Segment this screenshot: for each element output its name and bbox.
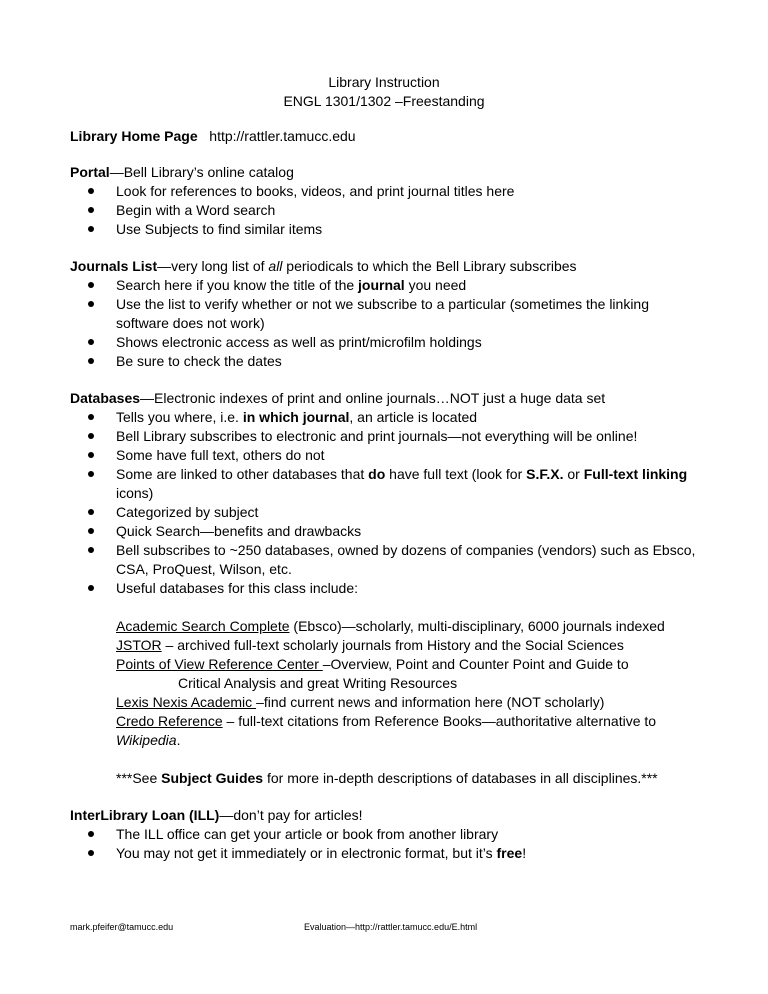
bullet-icon (88, 850, 94, 856)
wikipedia-text: Wikipedia (116, 732, 177, 748)
db-link-jstor[interactable]: JSTOR (116, 637, 162, 653)
bullet-icon (88, 414, 94, 420)
homepage-url[interactable]: http://rattler.tamucc.edu (209, 128, 356, 144)
list-item-text: , an article is located (349, 409, 478, 425)
journals-heading: Journals List (70, 258, 158, 274)
db-entry-points-of-view (116, 655, 629, 674)
full-text-linking-label: Full-text linking (583, 466, 688, 482)
bullet-icon (88, 339, 94, 345)
bullet-icon (88, 585, 94, 591)
bullet-icon (88, 282, 94, 288)
journals-desc: —very long list of (157, 258, 269, 274)
bullet-icon (88, 226, 94, 232)
db-link-credo[interactable]: Credo Reference (116, 713, 223, 729)
bullet-icon (88, 509, 94, 515)
list-item: Bell Library subscribes to electronic and print journals—not everything will be online! (116, 428, 638, 444)
list-item-text: ! (522, 845, 527, 861)
bullet-icon (88, 207, 94, 213)
db-link-lexis-nexis[interactable]: Lexis Nexis Academic (116, 694, 257, 710)
note-text: ***See (116, 770, 162, 786)
bullet-icon (88, 433, 94, 439)
databases-heading: Databases (70, 390, 141, 406)
bullet-icon (88, 301, 94, 307)
list-item-text: or (563, 466, 584, 482)
list-item-continued: CSA, ProQuest, Wilson, etc. (116, 561, 292, 577)
portal-heading-line (70, 163, 294, 182)
list-item: Some have full text, others do not (116, 447, 325, 463)
list-item (116, 844, 526, 863)
bullet-icon (88, 358, 94, 364)
ill-heading-line (70, 806, 363, 825)
databases-heading-line (70, 389, 605, 408)
list-item-continued: software does not work) (116, 315, 265, 331)
list-item-bold: in which journal (242, 409, 350, 425)
subject-guides-note (116, 769, 658, 788)
list-item: Begin with a Word search (116, 202, 276, 218)
list-item: Useful databases for this class include: (116, 580, 359, 596)
bullet-icon (88, 547, 94, 553)
list-item-text: Some are linked to other databases that (116, 466, 369, 482)
list-item-bold: journal (358, 277, 405, 293)
list-item-bold: free (496, 845, 523, 861)
doc-subtitle: ENGL 1301/1302 –Freestanding (283, 93, 485, 109)
ill-heading: InterLibrary Loan (ILL) (70, 807, 220, 823)
portal-desc: —Bell Library’s online catalog (109, 164, 294, 180)
journals-desc-emphasis: all (268, 258, 283, 274)
ill-desc: —don’t pay for articles! (219, 807, 363, 823)
db-link-academic-search-complete[interactable]: Academic Search Complete (116, 618, 290, 634)
homepage-label: Library Home Page (70, 128, 198, 144)
list-item: Shows electronic access as well as print/microfilm holdings (116, 334, 482, 350)
subject-guides-link[interactable]: Subject Guides (161, 770, 264, 786)
list-item: Use Subjects to find similar items (116, 221, 323, 237)
list-item: Bell subscribes to ~250 databases, owned by dozens of companies (vendors) such as Ebsco, (116, 542, 696, 558)
doc-title: Library Instruction (328, 74, 440, 90)
list-item-bold: do (368, 466, 386, 482)
list-item: Quick Search—benefits and drawbacks (116, 523, 362, 539)
db-entry-jstor (116, 636, 624, 655)
list-item (116, 465, 687, 484)
db-desc-continued (116, 731, 180, 750)
note-text: for more in-depth descriptions of databases in all disciplines.*** (263, 770, 658, 786)
list-item-text: have full text (look for (385, 466, 527, 482)
portal-heading: Portal (70, 164, 110, 180)
list-item: The ILL office can get your article or book from another library (116, 826, 499, 842)
list-item (116, 276, 466, 295)
bullet-icon (88, 471, 94, 477)
list-item: Categorized by subject (116, 504, 259, 520)
list-item-text: you need (404, 277, 467, 293)
bullet-icon (88, 528, 94, 534)
db-desc-continued: Critical Analysis and great Writing Resources (178, 675, 458, 691)
databases-desc: —Electronic indexes of print and online journals…NOT just a huge data set (140, 390, 606, 406)
bullet-icon (88, 452, 94, 458)
bullet-icon (88, 831, 94, 837)
db-desc: –find current news and information here (NOT scholarly) (256, 694, 605, 710)
db-entry-academic-search-complete (116, 617, 665, 636)
db-desc: – archived full-text scholarly journals from History and the Social Sciences (161, 637, 624, 653)
db-link-points-of-view[interactable]: Points of View Reference Center (116, 656, 323, 672)
footer-evaluation[interactable]: Evaluation—http://rattler.tamucc.edu/E.html (304, 922, 478, 932)
db-desc: –Overview, Point and Counter Point and Guide to (322, 656, 629, 672)
db-entry-lexis-nexis (116, 693, 604, 712)
list-item: Look for references to books, videos, and print journal titles here (116, 183, 515, 199)
list-item: Be sure to check the dates (116, 353, 282, 369)
list-item: Use the list to verify whether or not we subscribe to a particular (sometimes the linking (116, 296, 650, 312)
list-item-continued: icons) (116, 485, 154, 501)
bullet-icon (88, 188, 94, 194)
list-item-text: Tells you where, i.e. (116, 409, 243, 425)
db-entry-credo (116, 712, 656, 731)
list-item-text: Search here if you know the title of the (116, 277, 359, 293)
list-item (116, 408, 477, 427)
db-desc: . (176, 732, 181, 748)
footer-email[interactable]: mark.pfeifer@tamucc.edu (70, 922, 174, 932)
sfx-label: S.F.X. (526, 466, 564, 482)
list-item-text: You may not get it immediately or in electronic format, but it’s (116, 845, 497, 861)
db-desc: (Ebsco)—scholarly, multi-disciplinary, 6000 journals indexed (289, 618, 665, 634)
journals-desc: periodicals to which the Bell Library subscribes (282, 258, 577, 274)
db-desc: – full-text citations from Reference Books—authoritative alternative to (222, 713, 657, 729)
homepage-line (70, 127, 356, 146)
journals-heading-line (70, 257, 577, 276)
